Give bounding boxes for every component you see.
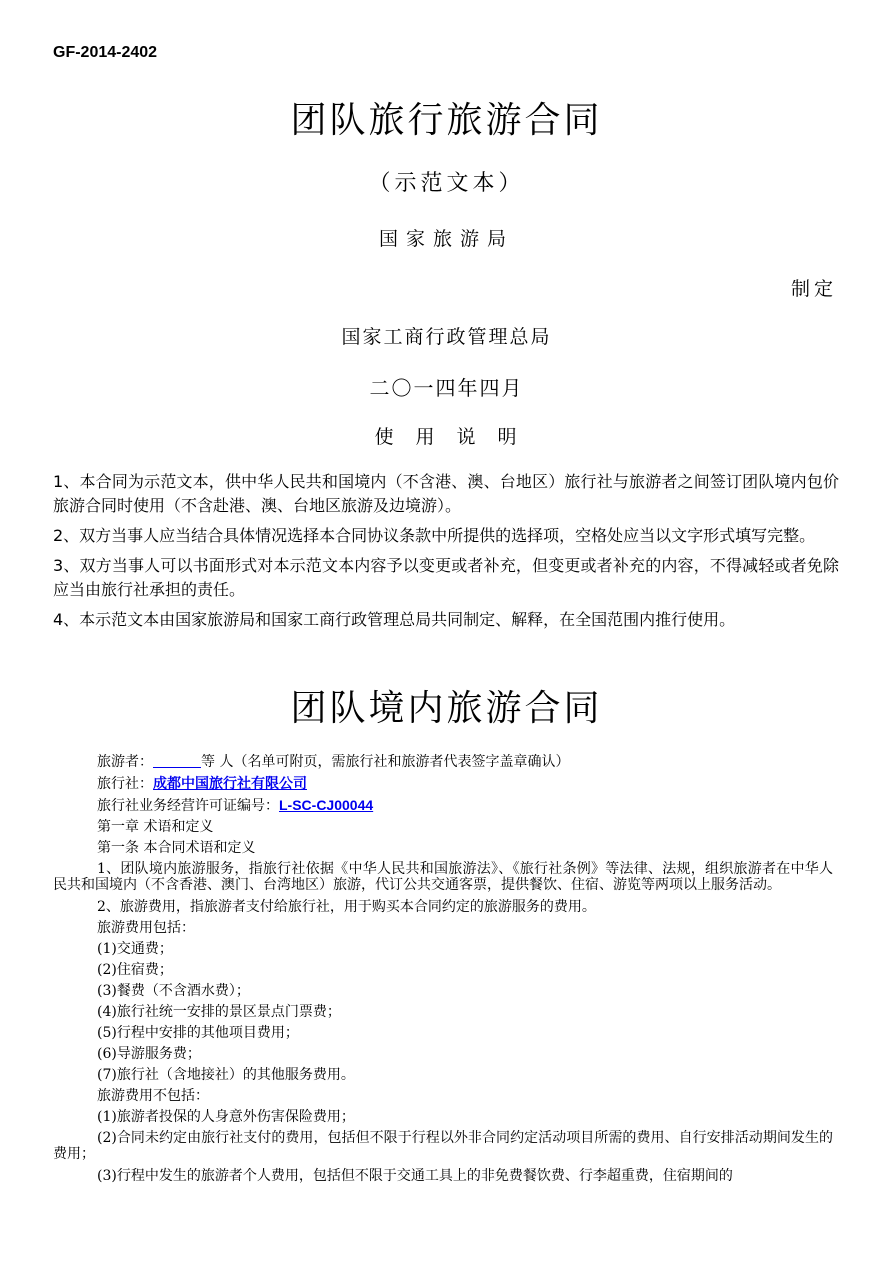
tourist-count-blank[interactable] [153,753,201,768]
document-subtitle: （示范文本） [368,171,525,196]
includes-label: 旅游费用包括： [97,920,195,936]
agency-line: 旅行社：成都中国旅行社有限公司 [97,775,307,792]
document-title: 团队旅行旅游合同 [290,100,603,141]
article-heading: 第一条 本合同术语和定义 [97,840,256,856]
list-item: (1)交通费； [97,941,173,957]
usage-note: 1、本合同为示范文本，供中华人民共和国境内（不含港、澳、台地区）旅行社与旅游者之间签订团队境内包价旅游合同时使用（不含赴港、澳、台地区旅游及边境游）。 [53,472,839,515]
list-item: (2)住宿费； [97,962,173,978]
issuer-industry-commerce: 国家工商行政管理总局 [341,326,552,348]
document-code: GF-2014-2402 [53,44,158,61]
list-item: (3)行程中发生的旅游者个人费用，包括但不限于交通工具上的非免费餐饮费、行李超重费，住宿期间的 [97,1168,733,1184]
list-item: (6)导游服务费； [97,1046,201,1062]
list-item: (3)餐费（不含酒水费）； [97,983,250,999]
usage-note: 4、本示范文本由国家旅游局和国家工商行政管理总局共同制定、解释，在全国范围内推行使用。 [53,610,736,629]
list-item: (4)旅行社统一安排的景区景点门票费； [97,1004,341,1020]
chapter-heading: 第一章 术语和定义 [97,819,214,835]
license-line: 旅行社业务经营许可证编号：L-SC-CJ00044 [97,797,374,814]
usage-notes [53,470,839,638]
usage-heading: 使用说明 [374,426,539,448]
definition-paragraph: 1、团队境内旅游服务，指旅行社依据《中华人民共和国旅游法》、《旅行社条例》等法律、法规，组织旅游者在中华人民共和国境内（不含香港、澳门、台湾地区）旅游，代订公共交通客票，提供餐饮、住宿、游览等两项以上服务活动。 [53,861,833,893]
list-item: (1)旅游者投保的人身意外伤害保险费用； [97,1109,355,1125]
issuer-tourism-bureau: 国家旅游局 [378,228,514,250]
usage-note: 2、双方当事人应当结合具体情况选择本合同协议条款中所提供的选择项，空格处应当以文字形式填写完整。 [53,526,816,545]
contract-body [53,752,833,1187]
list-item: (5)行程中安排的其他项目费用； [97,1025,299,1041]
definition-paragraph: 2、旅游费用，指旅游者支付给旅行社，用于购买本合同约定的旅游服务的费用。 [97,899,596,915]
license-number-link[interactable]: L-SC-CJ00044 [279,797,374,813]
list-item: (7)旅行社（含地接社）的其他服务费用。 [97,1067,355,1083]
agency-name-link[interactable]: 成都中国旅行社有限公司 [153,775,307,791]
list-item: (2)合同未约定由旅行社支付的费用，包括但不限于行程以外非合同约定活动项目所需的费用、自行安排活动期间发生的费用； [53,1130,833,1162]
excludes-label: 旅游费用不包括： [97,1088,209,1104]
made-by-label: 制定 [790,278,837,300]
usage-note: 3、双方当事人可以书面形式对本示范文本内容予以变更或者补充，但变更或者补充的内容，不得减轻或者免除应当由旅行社承担的责任。 [53,556,839,599]
contract-title: 团队境内旅游合同 [290,688,603,729]
tourist-line: 旅游者： 等 人（名单可附页，需旅行社和旅游者代表签字盖章确认） [97,754,570,770]
issue-date: 二〇一四年四月 [369,376,524,400]
